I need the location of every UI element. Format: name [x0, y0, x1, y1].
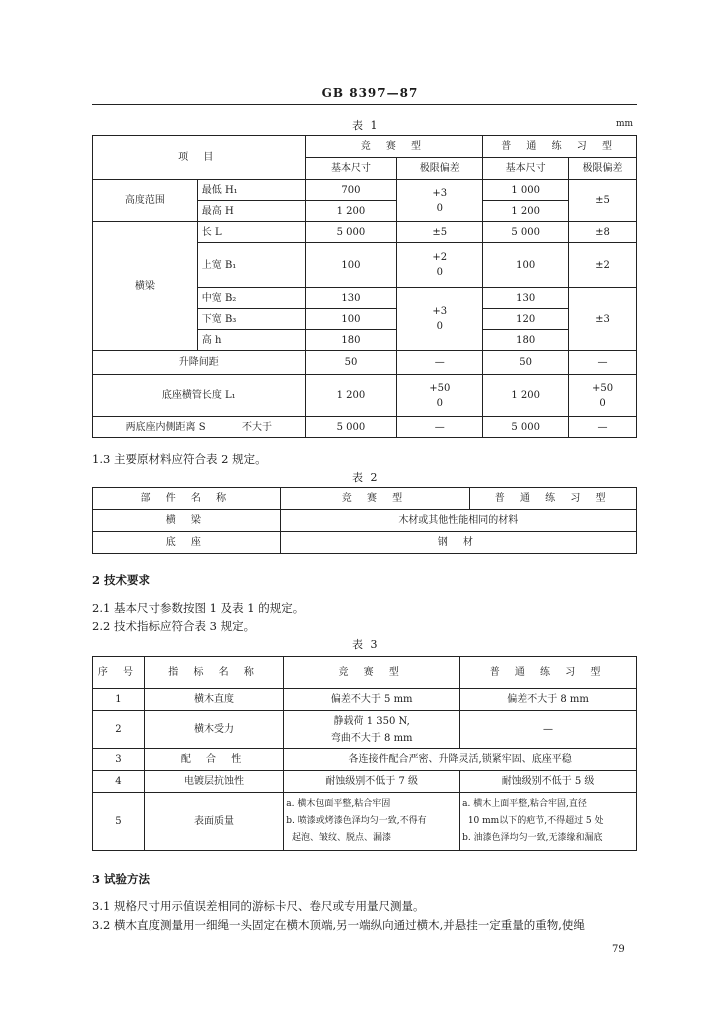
table1-header-comp: 竞 赛 型: [305, 136, 483, 158]
cell: +50 0: [569, 375, 637, 417]
table3-header-comp: 竞 赛 型: [284, 657, 460, 689]
table3-comp: 偏差不大于 5 mm: [284, 689, 460, 711]
row-label: 中宽 B₂: [197, 288, 305, 309]
row-height-range: 高度范围: [93, 180, 198, 222]
cell: 5 000: [483, 222, 569, 243]
header-rule: [92, 104, 637, 105]
table3-no: 1: [93, 689, 145, 711]
row-label-base-dist: [93, 417, 306, 438]
table3-no: 3: [93, 749, 145, 771]
table1-header-prac: 普 通 练 习 型: [483, 136, 637, 158]
table3-name: 表面质量: [144, 793, 283, 851]
cell: +2 0: [397, 243, 483, 288]
row-beam: 横梁: [93, 222, 198, 351]
table2-row-value: 木材或其他性能相同的材料: [280, 510, 636, 532]
cell: ±2: [569, 243, 637, 288]
cell: +50 0: [397, 375, 483, 417]
table3-name: 横木直度: [144, 689, 283, 711]
cell: —: [397, 351, 483, 375]
table1-header-size: 基本尺寸: [483, 158, 569, 180]
cell: 1 200: [305, 375, 397, 417]
table2-header-comp: 竞 赛 型: [280, 488, 470, 510]
standard-number: GB 8397—87: [321, 86, 419, 100]
table2: [92, 487, 637, 554]
cell: 100: [305, 309, 397, 330]
cell: 130: [305, 288, 397, 309]
page-number: 79: [612, 944, 625, 955]
cell: 50: [483, 351, 569, 375]
cell: ±3: [569, 288, 637, 351]
table3-header-name: 指 标 名 称: [144, 657, 283, 689]
row-label: 最高 H: [197, 201, 305, 222]
table3-no: 5: [93, 793, 145, 851]
para-2-1: 2.1 基本尺寸参数按图 1 及表 1 的规定。: [92, 601, 305, 615]
cell: —: [569, 417, 637, 438]
cell: 50: [305, 351, 397, 375]
cell: 1 200: [305, 201, 397, 222]
section-3-title: 3 试验方法: [92, 872, 151, 886]
table1-unit: mm: [616, 119, 634, 129]
table3-comp: a. 横木包面平整,粘合牢固 b. 喷漆或烤漆色泽均匀一致,不得有 起泡、皱纹、脱点、漏漆: [284, 793, 460, 851]
cell: 5 000: [305, 222, 397, 243]
cell: 100: [483, 243, 569, 288]
table3-header-prac: 普 通 练 习 型: [460, 657, 637, 689]
table3: [92, 656, 637, 851]
table3-merged: 各连接件配合严密、升降灵活,锁紧牢固、底座平稳: [284, 749, 637, 771]
cell: 1 000: [483, 180, 569, 201]
row-label: 最低 H₁: [197, 180, 305, 201]
cell: 130: [483, 288, 569, 309]
table1-header-dev: 极限偏差: [569, 158, 637, 180]
cell: 1 200: [483, 375, 569, 417]
cell: 1 200: [483, 201, 569, 222]
table2-row-value: 钢 材: [280, 532, 636, 554]
row-label-suffix: 不大于: [241, 421, 272, 433]
cell: 180: [305, 330, 397, 351]
table1-header-item: 项 目: [93, 136, 306, 180]
para-2-2: 2.2 技术指标应符合表 3 规定。: [92, 619, 256, 633]
table3-prac: —: [460, 711, 637, 749]
table3-caption: 表 3: [352, 638, 380, 651]
table3-name: 电镀层抗蚀性: [144, 771, 283, 793]
cell: —: [569, 351, 637, 375]
table2-header-part: 部 件 名 称: [93, 488, 281, 510]
table3-comp: 静载荷 1 350 N, 弯曲不大于 8 mm: [284, 711, 460, 749]
row-label: 升降间距: [93, 351, 306, 375]
table3-name: 配 合 性: [144, 749, 283, 771]
table3-comp: 耐蚀级别不低于 7 级: [284, 771, 460, 793]
cell: 100: [305, 243, 397, 288]
row-label: 高 h: [197, 330, 305, 351]
row-label: 两底座内侧距离 S: [125, 421, 206, 433]
cell: +3 0: [397, 180, 483, 222]
section-2-title: 2 技术要求: [92, 573, 151, 587]
cell: ±5: [397, 222, 483, 243]
table3-prac: 耐蚀级别不低于 5 级: [460, 771, 637, 793]
cell: 5 000: [305, 417, 397, 438]
para-3-2: 3.2 横木直度测量用一细绳一头固定在横木顶端,另一端纵向通过横木,并悬挂一定重量的重物,使绳: [92, 918, 585, 932]
cell: 120: [483, 309, 569, 330]
table2-row-label: 底 座: [93, 532, 281, 554]
cell: ±8: [569, 222, 637, 243]
para-3-1: 3.1 规格尺寸用示值误差相同的游标卡尺、卷尺或专用量尺测量。: [92, 899, 425, 913]
para-1-3: 1.3 主要原材料应符合表 2 规定。: [92, 452, 267, 466]
table3-no: 4: [93, 771, 145, 793]
cell: —: [397, 417, 483, 438]
table2-row-label: 横 梁: [93, 510, 281, 532]
table2-caption: 表 2: [352, 471, 380, 484]
row-label: 下宽 B₃: [197, 309, 305, 330]
table1-header-dev: 极限偏差: [397, 158, 483, 180]
cell: 5 000: [483, 417, 569, 438]
table3-prac: a. 横木上面平整,粘合牢固,直径 10 mm以下的疤节,不得超过 5 处 b. 油漆色泽均匀一致,无漆缘和漏底: [460, 793, 637, 851]
row-label: 底座横管长度 L₁: [93, 375, 306, 417]
table3-no: 2: [93, 711, 145, 749]
cell: 700: [305, 180, 397, 201]
row-label: 长 L: [197, 222, 305, 243]
table3-header-no: 序 号: [93, 657, 145, 689]
cell: ±5: [569, 180, 637, 222]
cell: 180: [483, 330, 569, 351]
table1-caption: 表 1: [352, 119, 380, 132]
table3-prac: 偏差不大于 8 mm: [460, 689, 637, 711]
table1: [92, 135, 637, 438]
table1-header-size: 基本尺寸: [305, 158, 397, 180]
cell: +3 0: [397, 288, 483, 351]
table2-header-prac: 普 通 练 习 型: [470, 488, 637, 510]
table3-name: 横木受力: [144, 711, 283, 749]
row-label: 上宽 B₁: [197, 243, 305, 288]
